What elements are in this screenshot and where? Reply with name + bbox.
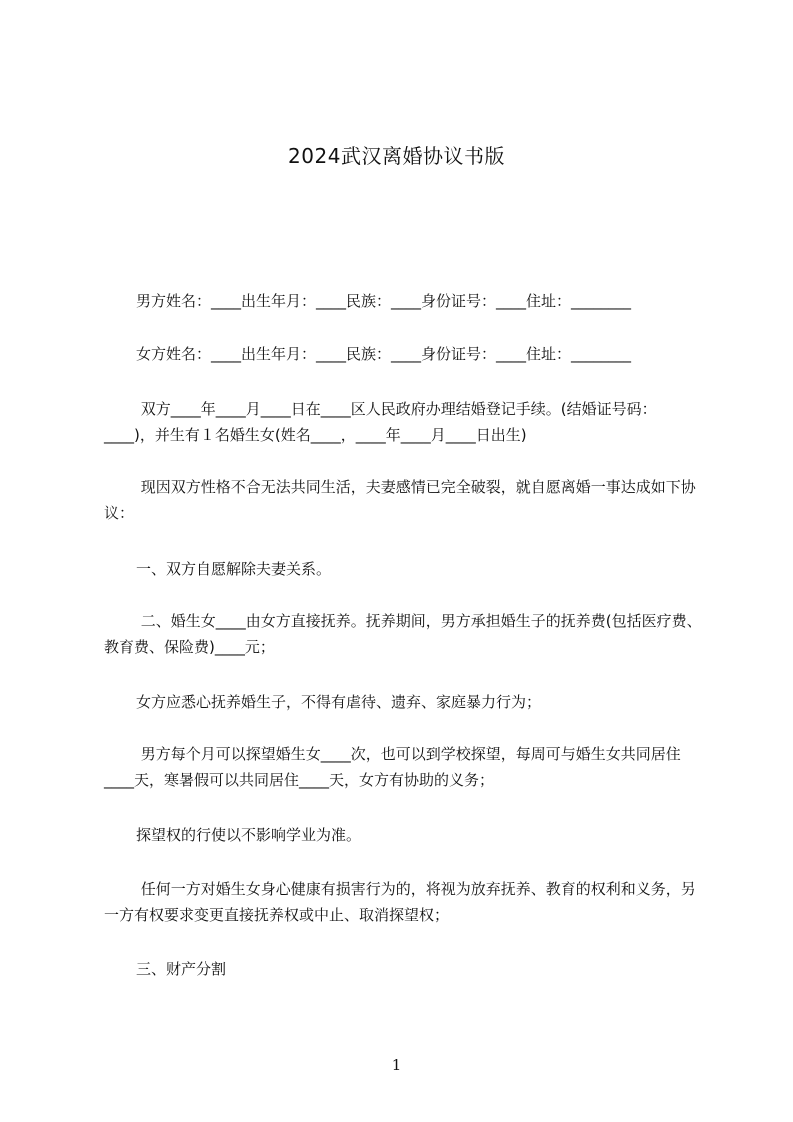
document-title: 2024武汉离婚协议书版 bbox=[288, 144, 505, 168]
marriage-registration-paragraph: 双方____年____月____日在____区人民政府办理结婚登记手续。(结婚证号码：____)，并生有１名婚生女(姓名____，____年____月____日出生) bbox=[104, 400, 657, 444]
clause-three-heading: 三、财产分割 bbox=[136, 960, 227, 978]
male-party-info: 男方姓名：____出生年月：____民族：____身份证号：____住址：________ bbox=[136, 292, 632, 310]
mother-care-obligation: 女方应悉心抚养婚生子，不得有虐待、遗弃、家庭暴力行为； bbox=[136, 693, 542, 711]
clause-two-custody: 二、婚生女____由女方直接抚养。抚养期间，男方承担婚生子的抚养费(包括医疗费、教育费、保险费)____元； bbox=[104, 612, 702, 656]
clause-one: 一、双方自愿解除夫妻关系。 bbox=[136, 560, 332, 578]
divorce-reason-paragraph: 现因双方性格不合无法共同生活，夫妻感情已完全破裂，就自愿离婚一事达成如下协议： bbox=[104, 478, 696, 522]
female-party-info: 女方姓名：____出生年月：____民族：____身份证号：____住址：________ bbox=[136, 345, 632, 363]
visitation-paragraph: 男方每个月可以探望婚生女____次，也可以到学校探望，每周可与婚生女共同居住____天，寒暑假可以共同居住____天，女方有协助的义务； bbox=[104, 745, 681, 789]
harm-clause-paragraph: 任何一方对婚生女身心健康有损害行为的，将视为放弃抚养、教育的权利和义务，另一方有权要求变更直接抚养权或中止、取消探望权； bbox=[104, 880, 696, 924]
page-number: 1 bbox=[391, 1056, 402, 1074]
visitation-limit-paragraph: 探望权的行使以不影响学业为准。 bbox=[136, 826, 362, 844]
